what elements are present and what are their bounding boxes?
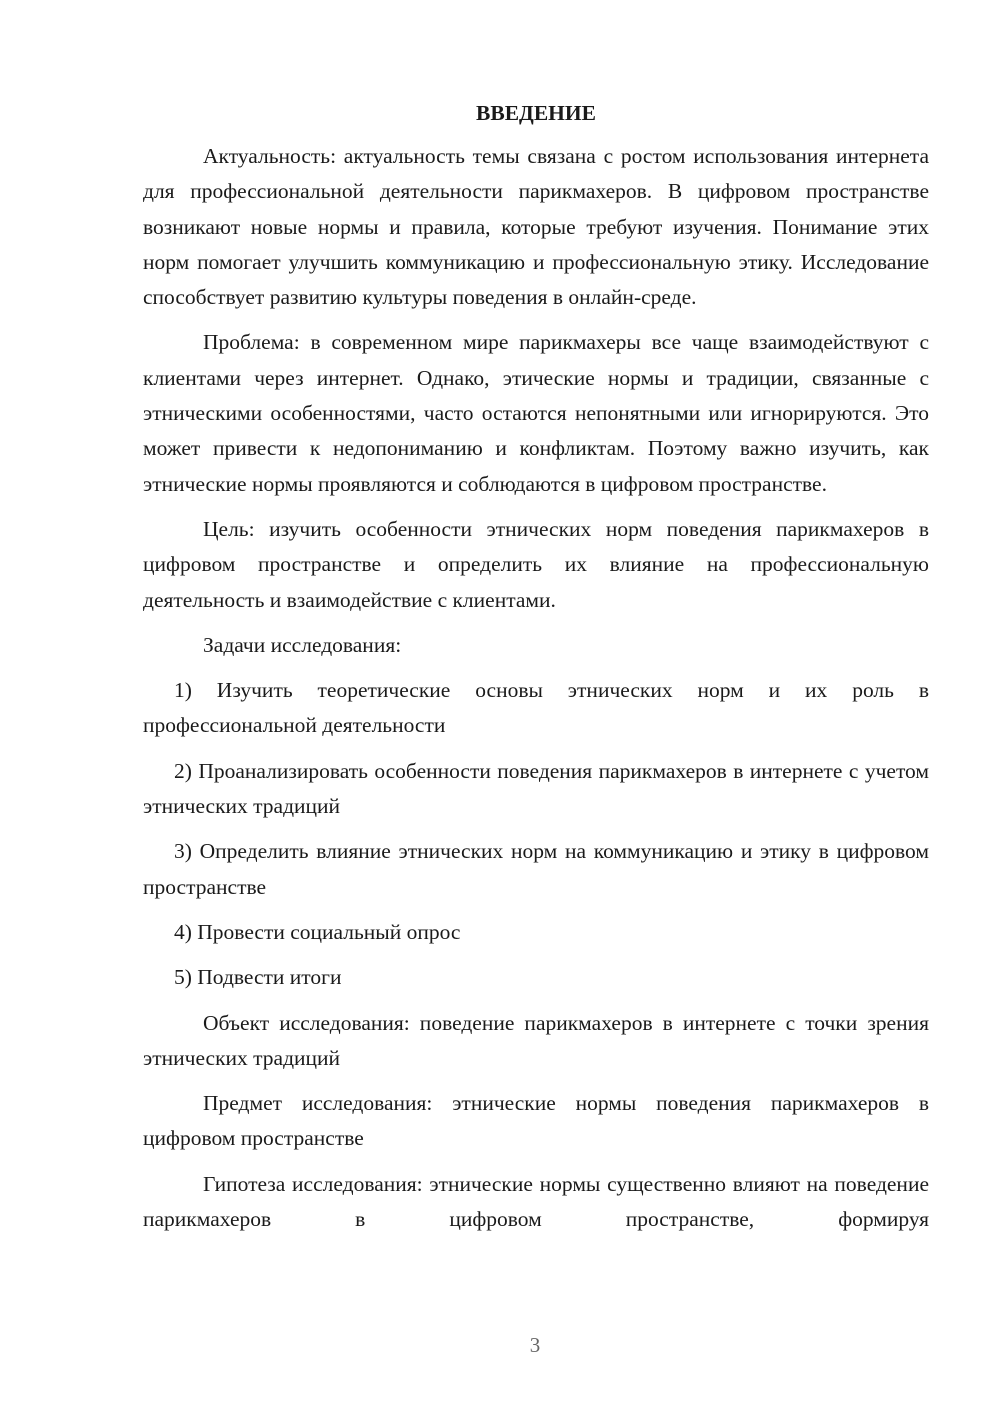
page-body <box>143 96 929 1237</box>
paragraph-problem: Проблема: в современном мире парикмахеры все чаще взаимодействуют с клиентами через интернет. Однако, этические нормы и традиции, связанные с этническими особенностями, часто остаются непонятными или игнорируются. Это может привести к недопониманию и конфликтам. Поэтому важно изучить, как этнические нормы проявляются и соблюдаются в цифровом пространстве. <box>143 330 929 496</box>
paragraph-goal: Цель: изучить особенности этнических норм поведения парикмахеров в цифровом пространстве и определить их влияние на профессиональную деятельность и взаимодействие с клиентами. <box>143 516 929 612</box>
paragraph-relevance: Актуальность: актуальность темы связана с ростом использования интернета для профессиональной деятельности парикмахеров. В цифровом пространстве возникают новые нормы и правила, которые требуют изучения. Понимание этих норм помогает улучшить коммуникацию и профессиональную этику. Исследование способствует развитию культуры поведения в онлайн-среде. <box>143 144 929 310</box>
task-item: 2) Проанализировать особенности поведения парикмахеров в интернете с учетом этнических традиций <box>143 758 929 819</box>
task-item: 1) Изучить теоретические основы этнических норм и их роль в профессиональной деятельности <box>143 678 929 738</box>
paragraph-hypothesis: Гипотеза исследования: этнические нормы существенно влияют на поведение парикмахеров в цифровом пространстве, формируя <box>143 1171 929 1232</box>
task-item: 4) Провести социальный опрос <box>174 919 461 944</box>
section-heading: ВВЕДЕНИЕ <box>476 101 596 125</box>
tasks-title: Задачи исследования: <box>203 632 402 657</box>
page-number: 3 <box>529 1333 541 1357</box>
task-item: 3) Определить влияние этнических норм на коммуникацию и этику в цифровом пространстве <box>143 839 929 899</box>
paragraph-subject: Предмет исследования: этнические нормы поведения парикмахеров в цифровом пространстве <box>143 1091 929 1151</box>
paragraph-object: Объект исследования: поведение парикмахеров в интернете с точки зрения этнических традиций <box>143 1010 929 1070</box>
task-item: 5) Подвести итоги <box>174 965 342 990</box>
